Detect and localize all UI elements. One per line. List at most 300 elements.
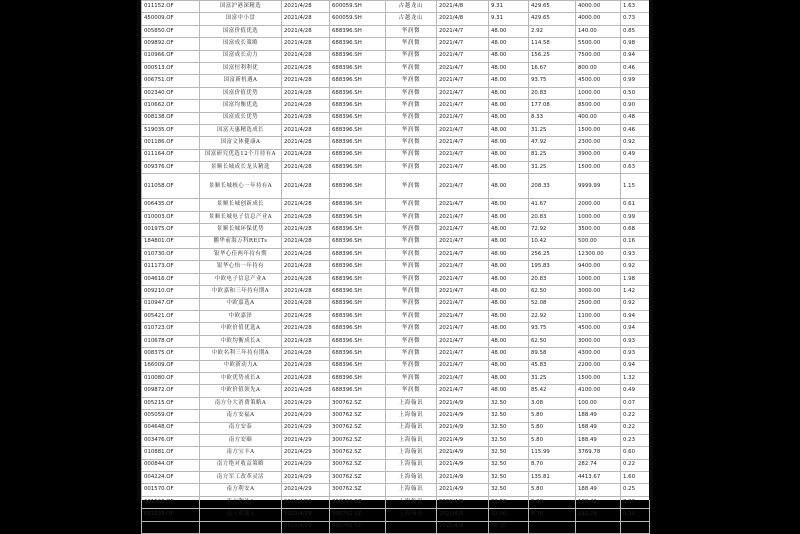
- cell-stock-code: 688396.SH: [330, 149, 386, 161]
- cell-price: 48.00: [489, 360, 529, 372]
- cell-institution: 华润微: [386, 348, 437, 360]
- cell-fund-code: 184801.OF: [142, 236, 200, 248]
- cell-ratio: 1.32: [621, 372, 650, 384]
- cell-ratio: 0.46: [621, 62, 650, 74]
- cell-stock-code: 688396.SH: [330, 137, 386, 149]
- cell-fund-code: 010678.OF: [142, 335, 200, 347]
- cell-stock-code: 300762.SZ: [330, 397, 386, 409]
- cell-subscribe-date: 2021/4/29: [282, 447, 330, 459]
- cell-subscribe-date: 2021/4/29: [282, 509, 330, 521]
- cell-institution: 上海翰讯: [386, 459, 437, 471]
- table-row: [142, 472, 650, 484]
- cell-price: 48.00: [489, 87, 529, 99]
- table-row: [142, 273, 650, 285]
- cell-price: 32.50: [489, 397, 529, 409]
- cell-subscribe-date: 2021/4/28: [282, 348, 330, 360]
- cell-subscribe-date: 2021/4/29: [282, 434, 330, 446]
- cell-subscribe-date: 2021/4/28: [282, 100, 330, 112]
- cell-fund-name: 景顺长城成长龙头精选: [200, 162, 282, 174]
- cell-institution: 华润微: [386, 310, 437, 322]
- table-row: [142, 410, 650, 422]
- cell-institution: 华润微: [386, 174, 437, 199]
- cell-stock-code: 688396.SH: [330, 261, 386, 273]
- cell-listing-date: 2021/4/9: [437, 496, 489, 508]
- cell-ratio: 0.68: [621, 224, 650, 236]
- cell-price: 48.00: [489, 261, 529, 273]
- cell-stock-code: 688396.SH: [330, 224, 386, 236]
- cell-amount: 1000.00: [576, 87, 621, 99]
- cell-stock-code: 688396.SH: [330, 323, 386, 335]
- cell-price: 48.00: [489, 162, 529, 174]
- cell-stock-code: 688396.SH: [330, 124, 386, 136]
- cell-amount: 5500.00: [576, 38, 621, 50]
- cell-price: 48.00: [489, 348, 529, 360]
- cell-price: 48.00: [489, 323, 529, 335]
- cell-quantity: 16.67: [529, 62, 576, 74]
- table-row: [142, 174, 650, 199]
- table-row: [142, 162, 650, 174]
- cell-quantity: 195.83: [529, 261, 576, 273]
- cell-ratio: 0.49: [621, 385, 650, 397]
- table-row: [142, 422, 650, 434]
- cell-listing-date: 2021/4/7: [437, 249, 489, 261]
- cell-price: 32.50: [489, 434, 529, 446]
- table-row: [142, 224, 650, 236]
- cell-fund-name: 国富恒利利优: [200, 62, 282, 74]
- cell-subscribe-date: 2021/4/28: [282, 261, 330, 273]
- cell-ratio: 0.92: [621, 261, 650, 273]
- cell-institution: 古越龙山: [386, 1, 437, 13]
- cell-fund-code: 009210.OF: [142, 286, 200, 298]
- cell-ratio: 0.60: [621, 447, 650, 459]
- document-page: [141, 0, 649, 530]
- cell-subscribe-date: 2021/4/29: [282, 422, 330, 434]
- cell-subscribe-date: 2021/4/29: [282, 484, 330, 496]
- cell-fund-name: 国富成长动力: [200, 50, 282, 62]
- cell-price: 48.00: [489, 286, 529, 298]
- cell-fund-name: 中欧均衡成长A: [200, 335, 282, 347]
- cell-quantity: 93.75: [529, 75, 576, 87]
- cell-quantity: 5.80: [529, 496, 576, 508]
- cell-quantity: 429.65: [529, 1, 576, 13]
- cell-quantity: 3.08: [529, 397, 576, 409]
- table-row: [142, 335, 650, 347]
- cell-price: 32.50: [489, 422, 529, 434]
- cell-ratio: 0.22: [621, 410, 650, 422]
- cell-fund-name: [200, 521, 282, 533]
- table-row: [142, 62, 650, 74]
- table-row: [142, 137, 650, 149]
- cell-subscribe-date: 2021/4/28: [282, 273, 330, 285]
- cell-ratio: [621, 521, 650, 533]
- table-row: [142, 199, 650, 211]
- cell-subscribe-date: 2021/4/28: [282, 75, 330, 87]
- cell-institution: [386, 521, 437, 533]
- cell-amount: 7500.00: [576, 50, 621, 62]
- cell-ratio: 0.90: [621, 100, 650, 112]
- cell-listing-date: 2021/4/7: [437, 50, 489, 62]
- cell-listing-date: 2021/4/9: [437, 459, 489, 471]
- cell-stock-code: 688396.SH: [330, 348, 386, 360]
- cell-price: 32.50: [489, 521, 529, 533]
- cell-stock-code: 688396.SH: [330, 38, 386, 50]
- cell-listing-date: 2021/4/7: [437, 149, 489, 161]
- cell-subscribe-date: 2021/4/28: [282, 124, 330, 136]
- table-row: [142, 310, 650, 322]
- cell-stock-code: 300762.SZ: [330, 509, 386, 521]
- cell-quantity: 85.42: [529, 385, 576, 397]
- cell-amount: 1500.00: [576, 124, 621, 136]
- cell-amount: 4100.00: [576, 385, 621, 397]
- cell-subscribe-date: 2021/4/29: [282, 459, 330, 471]
- cell-listing-date: 2021/4/9: [437, 447, 489, 459]
- cell-fund-name: 南方安福A: [200, 410, 282, 422]
- cell-fund-name: 南方绝对收益策略: [200, 459, 282, 471]
- cell-fund-code: 001566.OF: [142, 496, 200, 508]
- table-row: [142, 112, 650, 124]
- cell-institution: 华润微: [386, 273, 437, 285]
- cell-listing-date: 2021/4/7: [437, 385, 489, 397]
- cell-fund-name: 银华心佳两年持有期: [200, 249, 282, 261]
- cell-listing-date: 2021/4/7: [437, 137, 489, 149]
- cell-price: 48.00: [489, 62, 529, 74]
- cell-subscribe-date: 2021/4/28: [282, 236, 330, 248]
- table-row: [142, 509, 650, 521]
- cell-fund-code: 008138.OF: [142, 112, 200, 124]
- cell-stock-code: 688396.SH: [330, 100, 386, 112]
- cell-ratio: 0.30: [621, 496, 650, 508]
- allocation-table: [141, 0, 650, 534]
- cell-amount: 9400.00: [576, 261, 621, 273]
- cell-institution: 华润微: [386, 323, 437, 335]
- cell-stock-code: 688396.SH: [330, 360, 386, 372]
- table-row: [142, 521, 650, 533]
- cell-institution: 上海翰讯: [386, 434, 437, 446]
- cell-ratio: 0.25: [621, 484, 650, 496]
- cell-quantity: 20.83: [529, 211, 576, 223]
- cell-price: 48.00: [489, 385, 529, 397]
- cell-ratio: 1.60: [621, 472, 650, 484]
- cell-institution: 华润微: [386, 335, 437, 347]
- cell-quantity: 208.33: [529, 174, 576, 199]
- cell-fund-code: 001975.OF: [142, 224, 200, 236]
- cell-price: 48.00: [489, 25, 529, 37]
- cell-price: 32.50: [489, 459, 529, 471]
- cell-fund-name: 南方分大消费策略A: [200, 397, 282, 409]
- cell-price: 48.00: [489, 75, 529, 87]
- cell-price: 48.00: [489, 249, 529, 261]
- cell-quantity: 156.25: [529, 50, 576, 62]
- cell-subscribe-date: 2021/4/28: [282, 137, 330, 149]
- cell-fund-name: 中欧电子信息产业A: [200, 273, 282, 285]
- cell-amount: 4300.00: [576, 348, 621, 360]
- cell-subscribe-date: 2021/4/29: [282, 397, 330, 409]
- cell-stock-code: 600059.SH: [330, 1, 386, 13]
- cell-price: 48.00: [489, 174, 529, 199]
- cell-ratio: 0.46: [621, 124, 650, 136]
- cell-stock-code: 600059.SH: [330, 13, 386, 25]
- cell-quantity: 45.83: [529, 360, 576, 372]
- cell-fund-name: 国富研究优选12个月持有A: [200, 149, 282, 161]
- cell-listing-date: 2021/4/7: [437, 236, 489, 248]
- cell-listing-date: 2021/4/7: [437, 75, 489, 87]
- cell-subscribe-date: 2021/4/28: [282, 323, 330, 335]
- cell-stock-code: 300762.SZ: [330, 521, 386, 533]
- cell-subscribe-date: 2021/4/28: [282, 298, 330, 310]
- cell-listing-date: 2021/4/7: [437, 372, 489, 384]
- cell-ratio: 0.85: [621, 25, 650, 37]
- cell-listing-date: 2021/4/7: [437, 38, 489, 50]
- cell-stock-code: 300762.SZ: [330, 459, 386, 471]
- cell-quantity: 93.75: [529, 323, 576, 335]
- cell-fund-code: 003476.OF: [142, 434, 200, 446]
- cell-listing-date: 2021/4/7: [437, 286, 489, 298]
- table-row: [142, 236, 650, 248]
- cell-subscribe-date: 2021/4/28: [282, 199, 330, 211]
- cell-subscribe-date: 2021/4/28: [282, 50, 330, 62]
- cell-price: 48.00: [489, 149, 529, 161]
- cell-fund-code: 004648.OF: [142, 422, 200, 434]
- cell-amount: 3900.00: [576, 149, 621, 161]
- cell-institution: 华润微: [386, 87, 437, 99]
- cell-stock-code: 688396.SH: [330, 385, 386, 397]
- cell-institution: 华润微: [386, 112, 437, 124]
- cell-fund-code: 005215.OF: [142, 397, 200, 409]
- cell-institution: 上海翰讯: [386, 496, 437, 508]
- cell-institution: 华润微: [386, 75, 437, 87]
- cell-amount: 188.49: [576, 434, 621, 446]
- cell-price: 48.00: [489, 273, 529, 285]
- cell-ratio: 0.98: [621, 38, 650, 50]
- cell-fund-name: 中欧价值优选A: [200, 323, 282, 335]
- cell-fund-code: 006751.OF: [142, 75, 200, 87]
- cell-fund-name: 国富天惠精选成长: [200, 124, 282, 136]
- cell-institution: 华润微: [386, 149, 437, 161]
- cell-institution: 华润微: [386, 385, 437, 397]
- cell-fund-code: 010662.OF: [142, 100, 200, 112]
- cell-price: 48.00: [489, 124, 529, 136]
- cell-fund-code: 010881.OF: [142, 447, 200, 459]
- cell-stock-code: 688396.SH: [330, 25, 386, 37]
- cell-stock-code: 688396.SH: [330, 298, 386, 310]
- cell-stock-code: 688396.SH: [330, 249, 386, 261]
- cell-amount: 500.00: [576, 236, 621, 248]
- cell-fund-code: [142, 521, 200, 533]
- cell-price: 32.50: [489, 410, 529, 422]
- cell-stock-code: 688396.SH: [330, 50, 386, 62]
- cell-listing-date: 2021/4/9: [437, 509, 489, 521]
- cell-stock-code: 300762.SZ: [330, 496, 386, 508]
- cell-ratio: 0.48: [621, 112, 650, 124]
- table-row: [142, 124, 650, 136]
- cell-subscribe-date: 2021/4/28: [282, 385, 330, 397]
- cell-fund-name: 国富新机遇A: [200, 75, 282, 87]
- cell-institution: 古越龙山: [386, 13, 437, 25]
- cell-listing-date: 2021/4/7: [437, 261, 489, 273]
- cell-quantity: [529, 521, 576, 533]
- cell-stock-code: 688396.SH: [330, 335, 386, 347]
- cell-listing-date: 2021/4/7: [437, 224, 489, 236]
- cell-fund-name: 南方安泰: [200, 422, 282, 434]
- cell-fund-code: 011058.OF: [142, 174, 200, 199]
- cell-amount: 1000.00: [576, 273, 621, 285]
- cell-institution: 华润微: [386, 261, 437, 273]
- cell-quantity: 31.25: [529, 162, 576, 174]
- cell-fund-name: 中欧名利三年持有期A: [200, 348, 282, 360]
- cell-ratio: 0.61: [621, 199, 650, 211]
- cell-listing-date: 2021/4/7: [437, 298, 489, 310]
- cell-stock-code: 688396.SH: [330, 162, 386, 174]
- cell-quantity: 20.83: [529, 87, 576, 99]
- cell-institution: 上海翰讯: [386, 410, 437, 422]
- table-row: [142, 348, 650, 360]
- cell-institution: 华润微: [386, 286, 437, 298]
- cell-amount: 2200.00: [576, 360, 621, 372]
- cell-fund-name: 鹏华前海万科REITs: [200, 236, 282, 248]
- cell-fund-code: 004616.OF: [142, 273, 200, 285]
- cell-subscribe-date: 2021/4/28: [282, 13, 330, 25]
- cell-ratio: 0.30: [621, 509, 650, 521]
- cell-price: 48.00: [489, 298, 529, 310]
- cell-amount: 1000.00: [576, 211, 621, 223]
- cell-subscribe-date: 2021/4/29: [282, 521, 330, 533]
- cell-ratio: 0.94: [621, 50, 650, 62]
- cell-amount: 188.49: [576, 496, 621, 508]
- cell-quantity: 89.58: [529, 348, 576, 360]
- cell-amount: 3500.00: [576, 224, 621, 236]
- cell-fund-code: 005421.OF: [142, 310, 200, 322]
- cell-fund-code: 009872.OF: [142, 385, 200, 397]
- table-row: [142, 434, 650, 446]
- cell-institution: 华润微: [386, 199, 437, 211]
- table-row: [142, 211, 650, 223]
- cell-listing-date: 2021/4/7: [437, 162, 489, 174]
- cell-institution: 华润微: [386, 211, 437, 223]
- cell-institution: 华润微: [386, 25, 437, 37]
- cell-amount: 188.49: [576, 422, 621, 434]
- cell-price: 32.50: [489, 472, 529, 484]
- cell-fund-code: 010003.OF: [142, 211, 200, 223]
- table-row: [142, 397, 650, 409]
- cell-amount: 4413.67: [576, 472, 621, 484]
- cell-listing-date: 2021/4/9: [437, 484, 489, 496]
- cell-ratio: 0.94: [621, 360, 650, 372]
- cell-fund-code: 005059.OF: [142, 410, 200, 422]
- table-row: [142, 1, 650, 13]
- cell-subscribe-date: 2021/4/28: [282, 87, 330, 99]
- cell-amount: 2300.00: [576, 137, 621, 149]
- cell-amount: 282.74: [576, 459, 621, 471]
- cell-fund-name: 南方军工改革灵活: [200, 472, 282, 484]
- cell-quantity: 5.80: [529, 422, 576, 434]
- cell-fund-code: 450009.OF: [142, 13, 200, 25]
- cell-fund-code: 011173.OF: [142, 261, 200, 273]
- cell-stock-code: 688396.SH: [330, 211, 386, 223]
- cell-amount: 1500.00: [576, 372, 621, 384]
- cell-quantity: 115.99: [529, 447, 576, 459]
- cell-ratio: 0.07: [621, 397, 650, 409]
- cell-quantity: 8.33: [529, 112, 576, 124]
- cell-fund-code: 000513.OF: [142, 62, 200, 74]
- cell-ratio: 0.73: [621, 13, 650, 25]
- cell-listing-date: 2021/4/7: [437, 310, 489, 322]
- cell-listing-date: 2021/4/9: [437, 422, 489, 434]
- cell-stock-code: 688396.SH: [330, 62, 386, 74]
- cell-stock-code: 688396.SH: [330, 75, 386, 87]
- cell-institution: 上海翰讯: [386, 509, 437, 521]
- cell-listing-date: 2021/4/7: [437, 87, 489, 99]
- table-row: [142, 385, 650, 397]
- cell-subscribe-date: 2021/4/28: [282, 335, 330, 347]
- cell-fund-name: 中欧优势成长A: [200, 372, 282, 384]
- cell-fund-name: 景顺长城环保优势: [200, 224, 282, 236]
- cell-fund-code: 010723.OF: [142, 323, 200, 335]
- cell-stock-code: 300762.SZ: [330, 484, 386, 496]
- cell-subscribe-date: 2021/4/28: [282, 224, 330, 236]
- cell-institution: 上海翰讯: [386, 472, 437, 484]
- cell-fund-name: 景顺长城核心一年持有A: [200, 174, 282, 199]
- cell-quantity: 62.50: [529, 335, 576, 347]
- cell-stock-code: 688396.SH: [330, 87, 386, 99]
- cell-subscribe-date: 2021/4/28: [282, 38, 330, 50]
- table-row: [142, 360, 650, 372]
- cell-amount: 188.49: [576, 484, 621, 496]
- cell-listing-date: 2021/4/7: [437, 211, 489, 223]
- cell-amount: 100.00: [576, 397, 621, 409]
- cell-price: 32.50: [489, 496, 529, 508]
- cell-fund-name: 国富成长策略: [200, 38, 282, 50]
- cell-quantity: 177.08: [529, 100, 576, 112]
- cell-stock-code: 688396.SH: [330, 112, 386, 124]
- cell-fund-name: 南方利安A: [200, 484, 282, 496]
- cell-institution: 华润微: [386, 137, 437, 149]
- cell-fund-name: 景顺长城创新成长: [200, 199, 282, 211]
- cell-institution: 华润微: [386, 50, 437, 62]
- cell-stock-code: 688396.SH: [330, 372, 386, 384]
- cell-listing-date: 2021/4/8: [437, 1, 489, 13]
- cell-subscribe-date: 2021/4/28: [282, 1, 330, 13]
- cell-quantity: 72.92: [529, 224, 576, 236]
- cell-stock-code: 688396.SH: [330, 174, 386, 199]
- cell-listing-date: 2021/4/7: [437, 174, 489, 199]
- cell-fund-name: 景顺长城电子信息产业A: [200, 211, 282, 223]
- cell-fund-code: 001186.OF: [142, 137, 200, 149]
- cell-price: 9.31: [489, 13, 529, 25]
- cell-stock-code: 300762.SZ: [330, 434, 386, 446]
- cell-amount: 4500.00: [576, 323, 621, 335]
- cell-fund-code: 000844.OF: [142, 459, 200, 471]
- cell-fund-name: 国富价值优势: [200, 87, 282, 99]
- cell-price: 48.00: [489, 112, 529, 124]
- table-row: [142, 50, 650, 62]
- cell-fund-code: 004224.OF: [142, 472, 200, 484]
- cell-fund-name: 中欧嘉泽: [200, 310, 282, 322]
- cell-quantity: 429.65: [529, 13, 576, 25]
- cell-listing-date: 2021/4/7: [437, 335, 489, 347]
- cell-quantity: 2.92: [529, 25, 576, 37]
- cell-ratio: 0.99: [621, 75, 650, 87]
- cell-amount: 1500.00: [576, 162, 621, 174]
- cell-institution: 华润微: [386, 236, 437, 248]
- cell-listing-date: 2021/4/7: [437, 360, 489, 372]
- table-row: [142, 261, 650, 273]
- cell-amount: 1100.00: [576, 310, 621, 322]
- cell-listing-date: 2021/4/9: [437, 397, 489, 409]
- cell-amount: 800.00: [576, 62, 621, 74]
- cell-institution: 上海翰讯: [386, 397, 437, 409]
- cell-quantity: 135.81: [529, 472, 576, 484]
- cell-listing-date: 2021/4/7: [437, 112, 489, 124]
